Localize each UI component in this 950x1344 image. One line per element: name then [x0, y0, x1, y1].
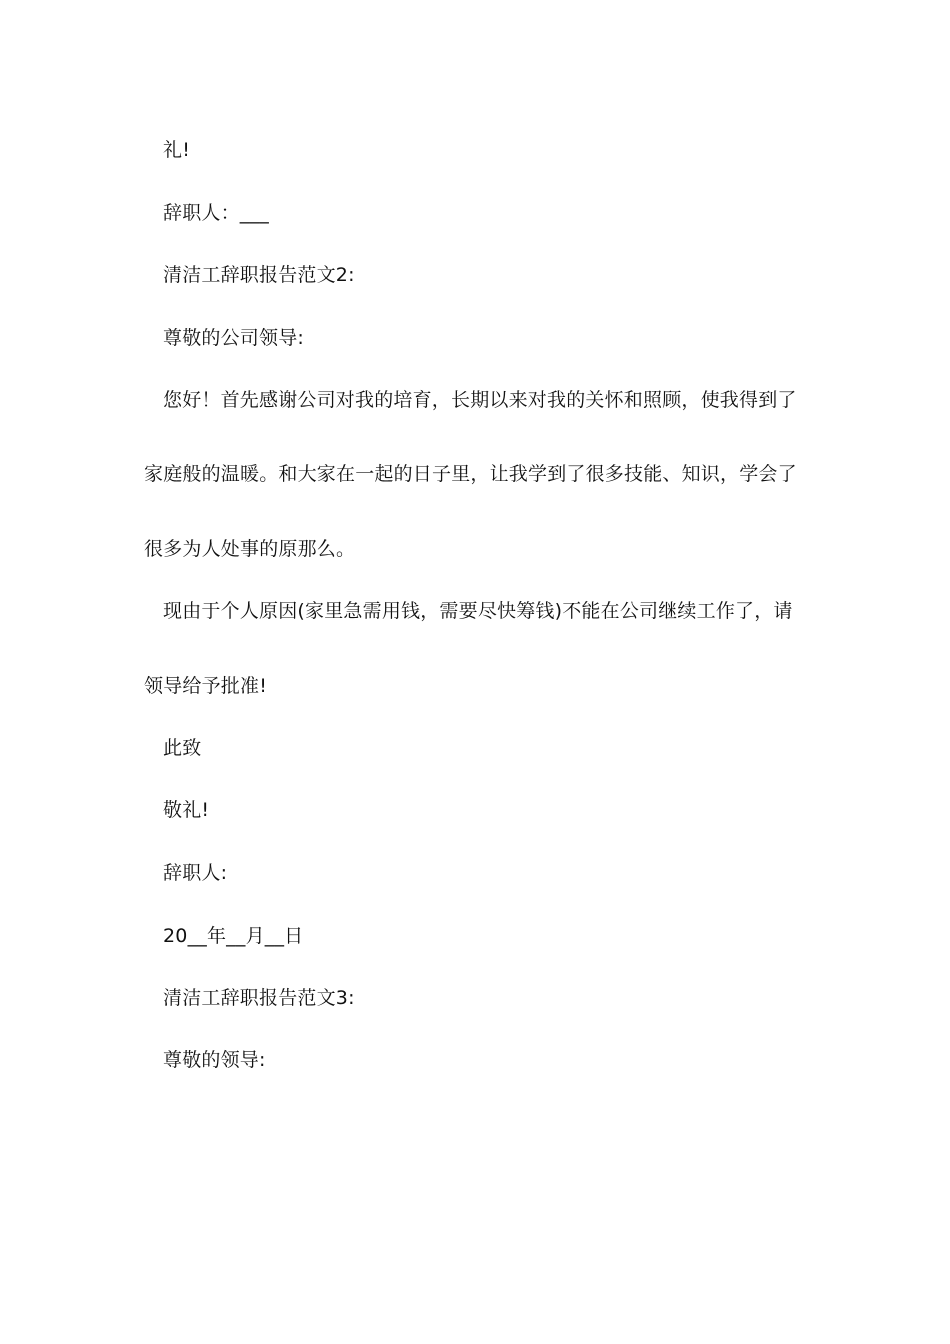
resigner-label: 辞职人:	[163, 862, 228, 884]
greeting-leader: 尊敬的领导:	[163, 1049, 266, 1071]
body-paragraph-1-line-1: 您好！首先感谢公司对我的培育，长期以来对我的关怀和照顾，使我得到了	[163, 389, 797, 411]
closing-phrase: 此致	[163, 737, 202, 759]
resigner-signature-line: 辞职人：___	[163, 202, 269, 224]
body-paragraph-2-line-1: 现由于个人原因(家里急需用钱，需要尽快筹钱)不能在公司继续工作了，请	[163, 600, 793, 622]
body-paragraph-1-line-2: 家庭般的温暖。和大家在一起的日子里，让我学到了很多技能、知识，学会了	[144, 463, 797, 485]
section-heading-sample-2: 清洁工辞职报告范文2:	[163, 264, 355, 286]
greeting-company-leaders: 尊敬的公司领导:	[163, 327, 305, 349]
body-paragraph-1-line-3: 很多为人处事的原那么。	[144, 538, 356, 560]
closing-salutation-respect: 敬礼!	[163, 799, 210, 821]
date-line: 20__年__月__日	[163, 925, 304, 947]
section-heading-sample-3: 清洁工辞职报告范文3:	[163, 987, 355, 1009]
body-paragraph-2-line-2: 领导给予批准!	[144, 675, 268, 697]
closing-salutation: 礼!	[163, 139, 191, 161]
